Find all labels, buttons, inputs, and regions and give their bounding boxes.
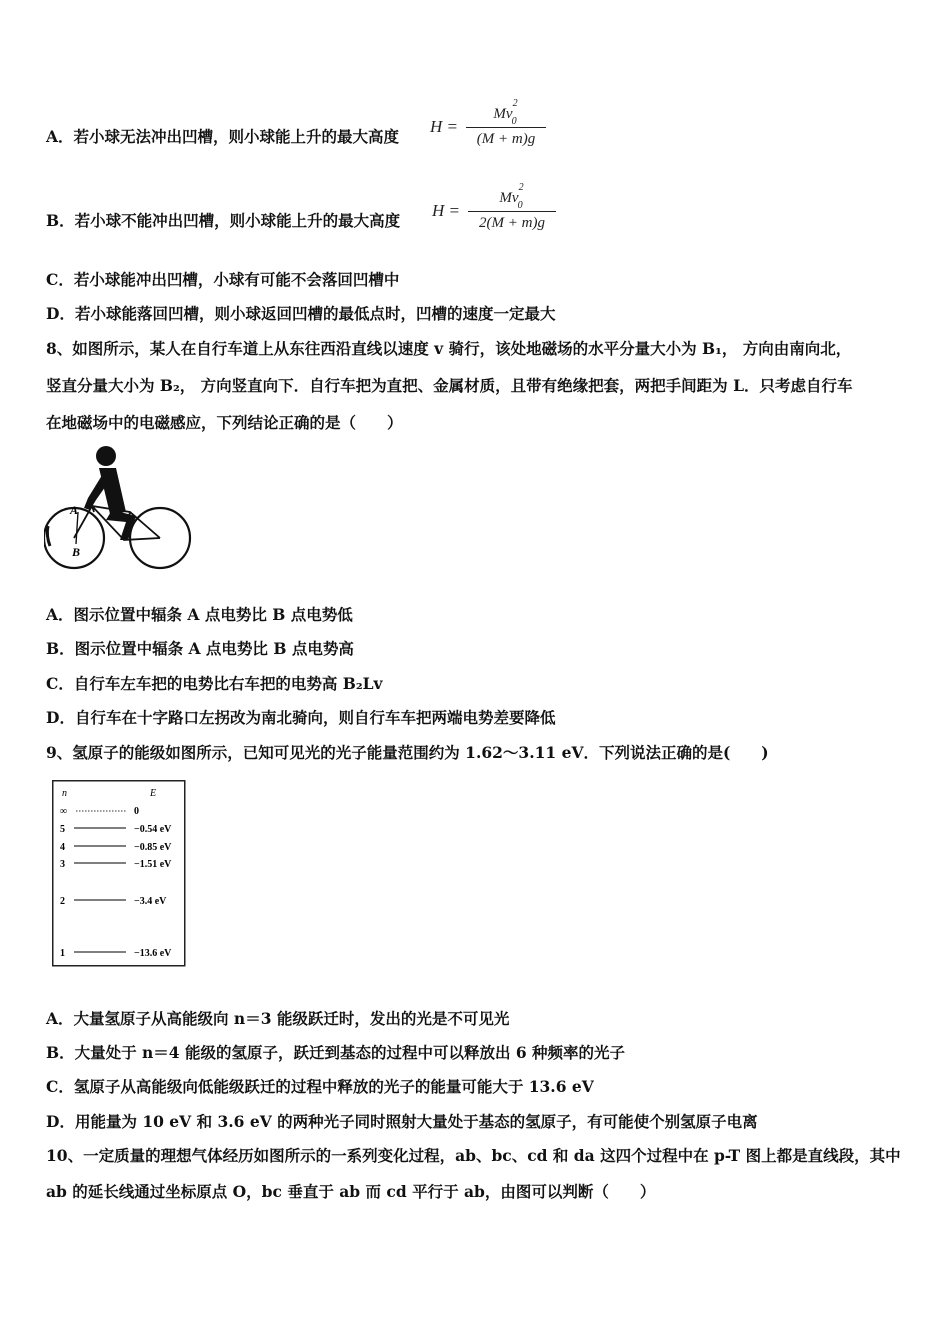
q8-option-c: C．自行车左车把的电势比右车把的电势高 B₂Lv bbox=[46, 674, 383, 693]
level-n: ∞ bbox=[60, 806, 68, 817]
level-energy: 0 bbox=[134, 806, 139, 817]
q8-option-b: B．图示位置中辐条 A 点电势比 B 点电势高 bbox=[46, 639, 354, 658]
q8-stem-line1: 8、如图所示，某人在自行车道上从东往西沿直线以速度 v 骑行，该处地磁场的水平分量大小为 B₁， 方向由南向北， bbox=[46, 339, 852, 358]
q7-option-a-formula bbox=[430, 98, 550, 156]
fraction-bar bbox=[466, 127, 546, 128]
formula-denominator: (M + m)g bbox=[476, 131, 536, 147]
q8-option-d: D．自行车在十字路口左拐改为南北骑向，则自行车车把两端电势差要降低 bbox=[46, 708, 556, 727]
q7-option-d: D．若小球能落回凹槽，则小球返回凹槽的最低点时，凹槽的速度一定最大 bbox=[46, 304, 556, 323]
formula-denominator: 2(M + m)g bbox=[479, 215, 545, 231]
formula-lhs: H = bbox=[432, 201, 460, 220]
level-energy: −1.51 eV bbox=[134, 859, 172, 870]
fraction-bar bbox=[468, 211, 556, 212]
diagram-frame bbox=[53, 781, 185, 966]
level-energy: −0.54 eV bbox=[134, 824, 172, 835]
header-e: E bbox=[150, 788, 157, 799]
level-energy: −3.4 eV bbox=[134, 896, 167, 907]
q9-option-c: C．氢原子从高能级向低能级跃迁的过程中释放的光子的能量可能大于 13.6 eV bbox=[46, 1077, 594, 1096]
rider-head-icon bbox=[96, 446, 116, 466]
q9-option-b: B．大量处于 n＝4 能级的氢原子，跃迁到基态的过程中可以释放出 6 种频率的光子 bbox=[46, 1043, 626, 1062]
label-b: B bbox=[72, 545, 81, 559]
label-a: A bbox=[70, 503, 79, 517]
level-n: 2 bbox=[60, 896, 65, 907]
wheel-arc-icon bbox=[47, 526, 50, 546]
q10-stem-line1: 10、一定质量的理想气体经历如图所示的一系列变化过程，ab、bc、cd 和 da 这四个过程中在 p-T 图上都是直线段，其中 bbox=[46, 1146, 901, 1165]
formula-lhs: H = bbox=[430, 117, 458, 136]
q7-option-c: C．若小球能冲出凹槽，小球有可能不会落回凹槽中 bbox=[46, 270, 400, 289]
q8-stem-line3: 在地磁场中的电磁感应，下列结论正确的是（ ） bbox=[46, 413, 403, 432]
level-n: 3 bbox=[60, 859, 65, 870]
formula-numerator: $Mv^2_0$ bbox=[493, 98, 518, 127]
header-n: n bbox=[62, 788, 67, 799]
level-energy: −13.6 eV bbox=[134, 948, 172, 959]
q7-option-b: B．若小球不能冲出凹槽，则小球能上升的最大高度 bbox=[46, 211, 401, 230]
q9-option-d: D．用能量为 10 eV 和 3.6 eV 的两种光子同时照射大量处于基态的氢原子，有可能使个别氢原子电离 bbox=[46, 1112, 758, 1131]
q7-option-b-formula bbox=[432, 182, 562, 240]
q10-stem-line2: ab 的延长线通过坐标原点 O，bc 垂直于 ab 而 cd 平行于 ab，由图可以判断（ ） bbox=[46, 1182, 656, 1201]
energy-level-diagram bbox=[52, 780, 186, 968]
level-n: 5 bbox=[60, 824, 65, 835]
level-n: 4 bbox=[60, 842, 65, 853]
level-n: 1 bbox=[60, 948, 65, 959]
q9-stem: 9、氢原子的能级如图所示，已知可见光的光子能量范围约为 1.62～3.11 eV．下列说法正确的是( ) bbox=[46, 743, 769, 762]
q9-option-a: A．大量氢原子从高能级向 n＝3 能级跃迁时，发出的光是不可见光 bbox=[46, 1009, 510, 1028]
q8-option-a: A．图示位置中辐条 A 点电势比 B 点电势低 bbox=[46, 605, 353, 624]
level-energy: −0.85 eV bbox=[134, 842, 172, 853]
bicycle-figure bbox=[44, 440, 194, 576]
q7-option-a: A．若小球无法冲出凹槽，则小球能上升的最大高度 bbox=[46, 127, 400, 146]
formula-numerator: $Mv^2_0$ bbox=[499, 182, 524, 211]
q8-stem-line2: 竖直分量大小为 B₂， 方向竖直向下．自行车把为直把、金属材质，且带有绝缘把套，两把手间距为 L．只考虑自行车 bbox=[46, 376, 853, 395]
